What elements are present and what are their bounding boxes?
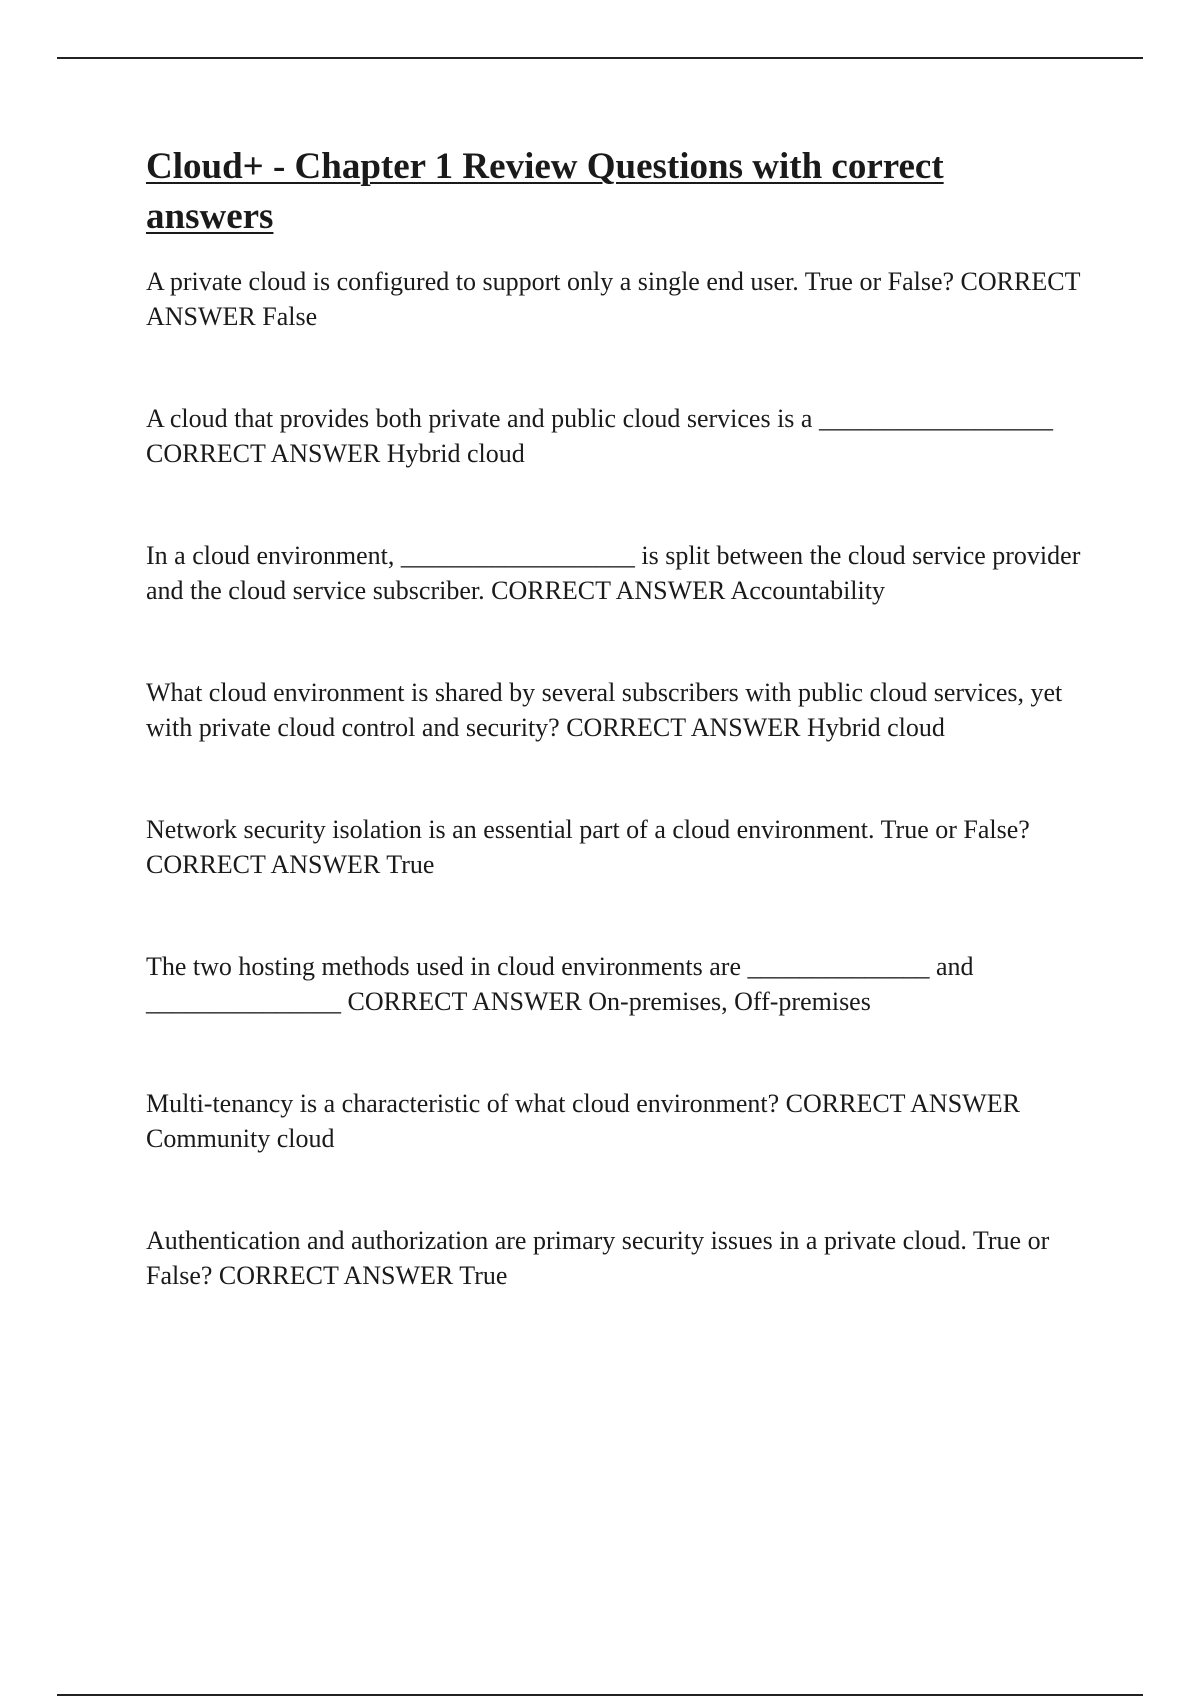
document-title: Cloud+ - Chapter 1 Review Questions with correct answers — [146, 146, 944, 237]
qa-item: In a cloud environment, __________________ is split between the cloud service provider and the cloud service subscriber. CORRECT ANSWER Accountability — [146, 541, 1081, 605]
qa-item: What cloud environment is shared by several subscribers with public cloud services, yet with private cloud control and security? CORRECT ANSWER Hybrid cloud — [146, 678, 1063, 742]
qa-item: A private cloud is configured to support only a single end user. True or False? CORRECT ANSWER False — [146, 267, 1080, 331]
qa-item: A cloud that provides both private and public cloud services is a __________________ CORRECT ANSWER Hybrid cloud — [146, 404, 1053, 468]
bottom-divider — [57, 1694, 1143, 1696]
qa-item: The two hosting methods used in cloud environments are ______________ and _______________ CORRECT ANSWER On-premises, Off-premises — [146, 952, 974, 1016]
qa-item: Multi-tenancy is a characteristic of what cloud environment? CORRECT ANSWER Community cloud — [146, 1089, 1020, 1153]
top-divider — [57, 57, 1143, 59]
qa-item: Network security isolation is an essential part of a cloud environment. True or False? CORRECT ANSWER True — [146, 815, 1030, 879]
document-body — [146, 142, 1086, 1293]
qa-item: Authentication and authorization are primary security issues in a private cloud. True or False? CORRECT ANSWER True — [146, 1226, 1050, 1290]
